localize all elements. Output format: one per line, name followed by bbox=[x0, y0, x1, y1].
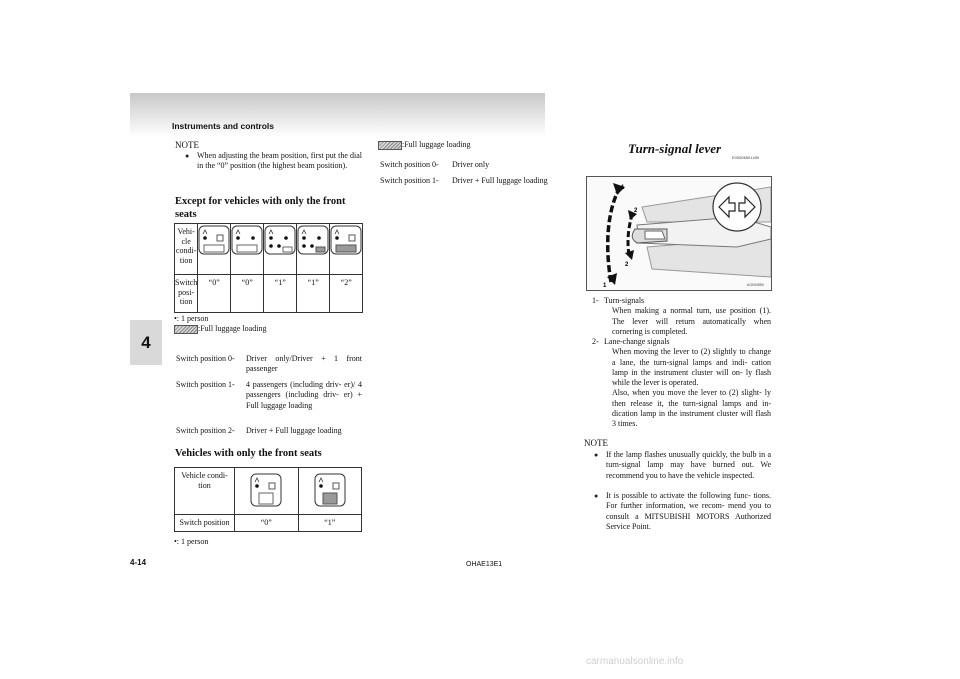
table1-row2-label: Switch posi- tion bbox=[175, 275, 198, 313]
item-number: 1- bbox=[592, 296, 599, 305]
switch-label: Switch position 0- bbox=[380, 160, 439, 169]
switch-label: Switch position 2- bbox=[176, 426, 235, 435]
note-heading-right: NOTE bbox=[584, 438, 608, 448]
luggage-hatch-icon bbox=[174, 325, 198, 334]
table1-position: “1” bbox=[297, 275, 330, 313]
item-text: When making a normal turn, use position (1). The lever will return automatically when cornering is completed. bbox=[612, 306, 771, 336]
turn-signal-title: Turn-signal lever bbox=[628, 141, 722, 156]
table2-cell bbox=[235, 468, 299, 515]
seat-diagram-icon bbox=[198, 224, 230, 256]
figure-label: 1 bbox=[603, 283, 607, 289]
section-title: Instruments and controls bbox=[172, 121, 275, 131]
seat-diagram-icon bbox=[314, 472, 346, 508]
switch-label: Switch position 0- bbox=[176, 354, 235, 363]
switch-item bbox=[380, 160, 560, 172]
seat-diagram-icon bbox=[231, 224, 263, 256]
table1-cell bbox=[198, 224, 231, 275]
item-text: Also, when you move the lever to (2) slight- ly then release it, the turn-signal lamps and in- dication lamp in the instrument cluster will flash 3 times. bbox=[612, 388, 771, 429]
figure-label: 2 bbox=[634, 208, 638, 214]
table2-row2-label: Switch position bbox=[175, 515, 235, 532]
turn-signal-lever-illustration bbox=[587, 177, 771, 290]
turn-signal-figure bbox=[586, 176, 772, 291]
item-number: 2- bbox=[592, 337, 599, 346]
bullet-icon: ● bbox=[594, 492, 599, 500]
switch-label: Switch position 1- bbox=[176, 380, 235, 389]
switch-value: Driver only bbox=[452, 160, 490, 169]
note-item: If the lamp flashes unusually quickly, the bulb in a turn-signal lamp may have burned out. We recommend you to have the vehicle inspected. bbox=[606, 450, 771, 480]
luggage-hatch-icon bbox=[378, 141, 402, 150]
chapter-tab: 4 bbox=[130, 320, 162, 365]
note-heading: NOTE bbox=[175, 140, 199, 150]
seat-diagram-icon bbox=[264, 224, 296, 256]
doc-code: OHAE13E1 bbox=[466, 561, 503, 568]
seat-diagram-icon bbox=[297, 224, 329, 256]
legend-luggage-mid bbox=[378, 140, 470, 150]
signal-item bbox=[592, 337, 771, 429]
legend-luggage-mid-text: :Full luggage loading bbox=[402, 140, 471, 149]
watermark: carmanualsonline.info bbox=[586, 656, 684, 667]
table2-row1-label: Vehicle condi- tion bbox=[175, 468, 235, 515]
heading-front-only: Vehicles with only the front seats bbox=[175, 448, 322, 459]
table1-position: “2” bbox=[330, 275, 363, 313]
bullet-icon: ● bbox=[594, 451, 599, 459]
switch-value: Driver + Full luggage loading bbox=[452, 176, 548, 185]
switch-table-2 bbox=[174, 467, 362, 532]
heading-except: Except for vehicles with only the front seats bbox=[175, 196, 346, 220]
table1-row1-label: Vehi- cle condi- tion bbox=[175, 224, 198, 275]
item-content bbox=[604, 296, 771, 337]
switch-label: Switch position 1- bbox=[380, 176, 439, 185]
legend-luggage-text: :Full luggage loading bbox=[198, 324, 267, 333]
table1-cell bbox=[264, 224, 297, 275]
table1-position: “0” bbox=[231, 275, 264, 313]
note-text: When adjusting the beam position, first put the dial in the “0” position (the highest beam position). bbox=[197, 151, 362, 171]
bullet-icon: ● bbox=[185, 152, 190, 160]
figure-label: 1 bbox=[621, 185, 625, 191]
table1-cell bbox=[330, 224, 363, 275]
legend-person-2: •: 1 person bbox=[174, 537, 209, 546]
switch-item bbox=[380, 176, 560, 188]
seat-diagram-icon bbox=[250, 472, 282, 508]
section-code: E00506501459 bbox=[732, 155, 760, 160]
table2-cell bbox=[298, 468, 362, 515]
table1-cell bbox=[231, 224, 264, 275]
table2-position: “0” bbox=[235, 515, 299, 532]
item-title: Lane-change signals bbox=[604, 337, 670, 346]
switch-value: 4 passengers (including driv- er)/ 4 passengers (including driv- er) + Full luggage loading bbox=[246, 380, 362, 410]
table2-position: “1” bbox=[298, 515, 362, 532]
item-text: When moving the lever to (2) slightly to change a lane, the turn-signal lamps and indi- cation lamp in the instrument cluster will on- ly flash while the lever is operated. bbox=[612, 347, 771, 388]
legend-luggage bbox=[174, 324, 266, 334]
switch-table-1 bbox=[174, 223, 363, 313]
seat-diagram-icon bbox=[330, 224, 362, 256]
table1-position: “0” bbox=[198, 275, 231, 313]
figure-code: AG000550 bbox=[747, 283, 764, 287]
item-content bbox=[604, 337, 771, 430]
item-title: Turn-signals bbox=[604, 296, 645, 305]
table1-cell bbox=[297, 224, 330, 275]
figure-label: 2 bbox=[625, 262, 629, 268]
switch-item bbox=[176, 354, 362, 376]
legend-person: •: 1 person bbox=[174, 314, 209, 323]
switch-item bbox=[176, 426, 362, 438]
switch-item bbox=[176, 380, 362, 422]
switch-value: Driver only/Driver + 1 front passenger bbox=[246, 354, 362, 374]
table1-position: “1” bbox=[264, 275, 297, 313]
note-item: It is possible to activate the following func- tions. For further information, we recom- mend you to consult a MITSUBISHI MOTORS Authorized Service Point. bbox=[606, 491, 771, 531]
switch-value: Driver + Full luggage loading bbox=[246, 426, 342, 435]
page-number: 4-14 bbox=[130, 558, 147, 567]
